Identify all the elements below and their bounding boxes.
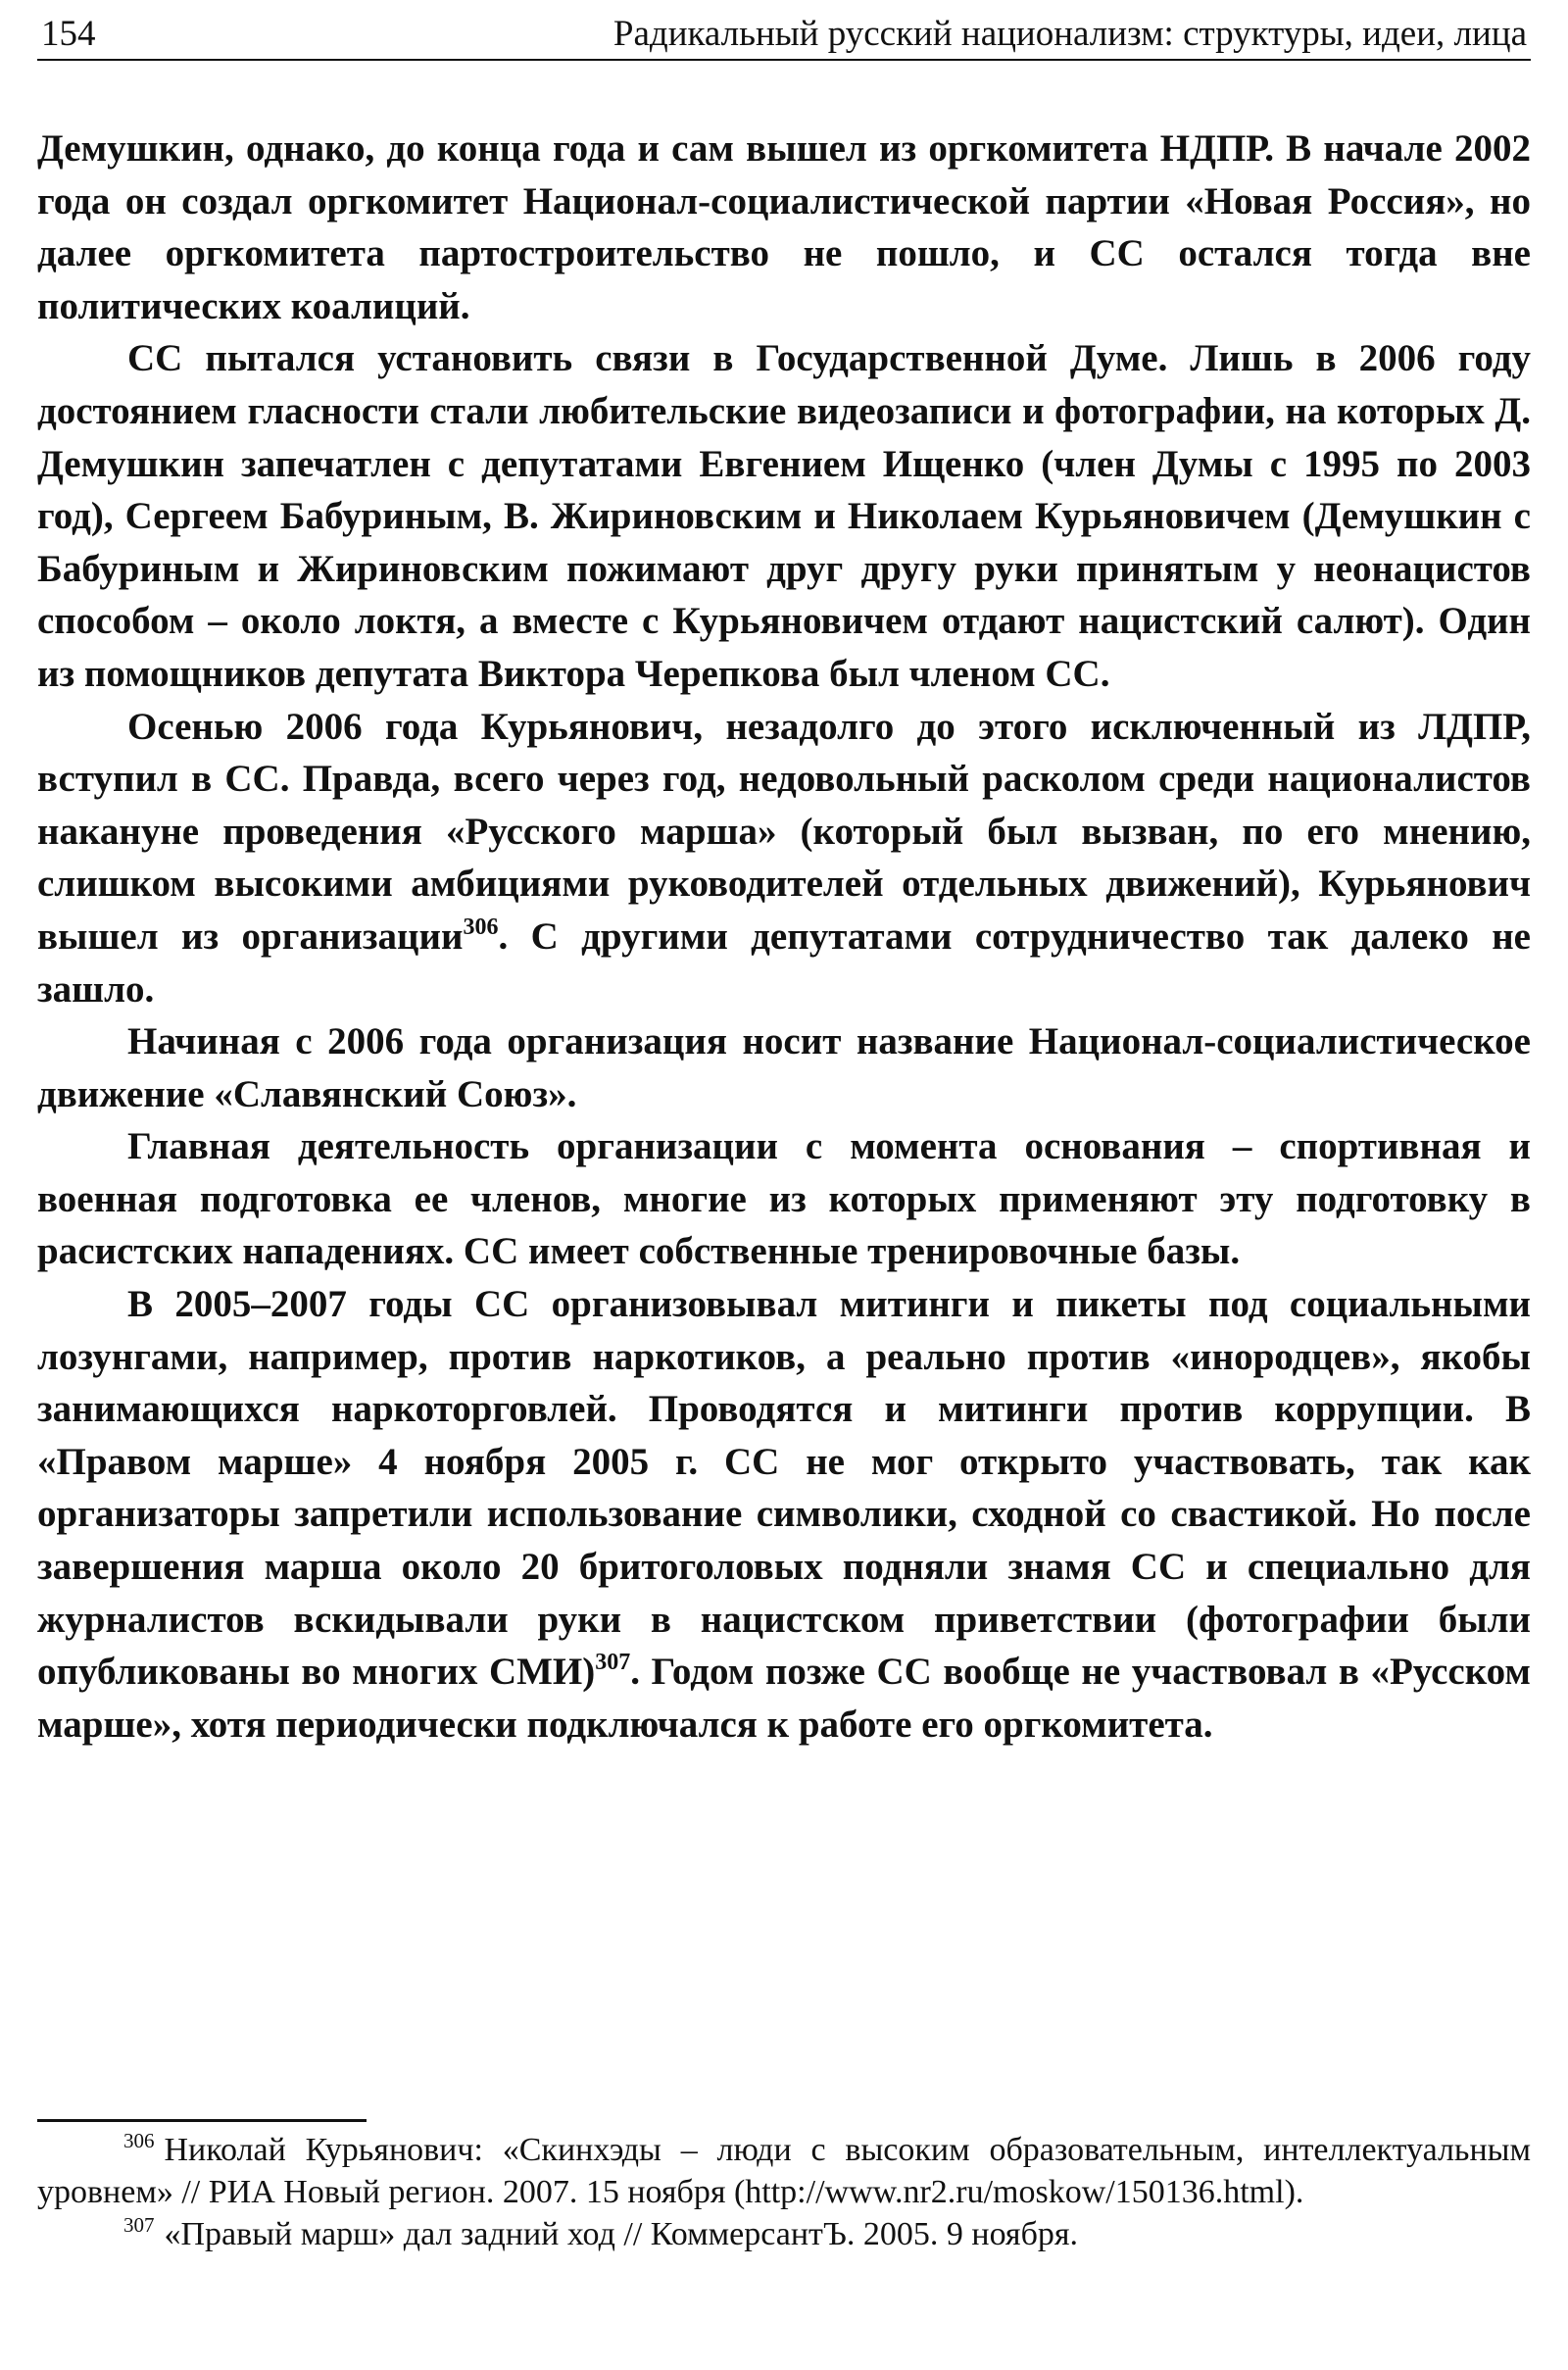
book-page: [37, 0, 1531, 2370]
page-number: 154: [41, 14, 96, 54]
footnote-text: «Правый марш» дал задний ход // КоммерсантЪ. 2005. 9 ноября.: [164, 2216, 1079, 2252]
footnote-text: Николай Курьянович: «Скинхэды – люди с высоким образовательным, интеллектуальным уровнем» // РИА Новый регион. 2007. 15 ноября (http://www.nr2.ru/moskow/150136.html).: [37, 2132, 1531, 2210]
running-head: [37, 10, 1531, 61]
footnote-307: [37, 2213, 1531, 2255]
paragraph-6-text-end: . Годом позже СС вообще не участвовал в «Русском марше», хотя периодически подключался к работе его оргкомитета.: [37, 1651, 1531, 1746]
footnotes: [37, 2129, 1531, 2255]
paragraph-3-text-end: . С другими депутатами сотрудничество так далеко не зашло.: [37, 914, 1531, 1011]
paragraph-2: СС пытался установить связи в Государственной Думе. Лишь в 2006 году достоянием гласности стали любительские видеозаписи и фотографии, на которых Д. Демушкин запечатлен с депутатами Евгением Ищенко (член Думы с 1995 по 2003 год), Сергеем Бабуриным, В. Жириновским и Николаем Курьяновичем (Демушкин с Бабуриным и Жириновским пожимают друг другу руки принятым у неонацистов способом – около локтя, а вместе с Курьяновичем отдают нацистский салют). Один из помощников депутата Виктора Черепкова был членом СС.: [37, 337, 1531, 695]
paragraph-6-text: В 2005–2007 годы СС организовывал митинги и пикеты под социальными лозунгами, например, против наркотиков, а реально против «инородцев», якобы занимающихся наркоторговлей. Проводятся и митинги против коррупции. В «Правом марше» 4 ноября 2005 г. СС не мог открыто участвовать, так как организаторы запретили использование символики, сходной со свастикой. Но после завершения марша около 20 бритоголовых подняли знамя СС и специально для журналистов вскидывали руки в нацистском приветствии (фотографии были опубликованы во многих СМИ): [37, 1283, 1531, 1694]
running-title: Радикальный русский национализм: структуры, идеи, лица: [612, 14, 1527, 54]
paragraph-4: Начиная с 2006 года организация носит название Национал-социалистическое движение «Славянский Союз».: [37, 1020, 1531, 1115]
paragraph-3-text: Осенью 2006 года Курьянович, незадолго до этого исключенный из ЛДПР, вступил в СС. Правда, всего через год, недовольный расколом среди националистов накануне проведения «Русского марша» (который был вызван, по его мнению, слишком высокими амбициями руководителей отдельных движений), Курьянович вышел из организации: [37, 705, 1531, 958]
footnote-divider: [37, 2119, 367, 2122]
footnote-306: [37, 2129, 1531, 2213]
paragraph-5: Главная деятельность организации с момента основания – спортивная и военная подготовка ее членов, многие из которых применяют эту подготовку в расистских нападениях. СС имеет собственные тренировочные базы.: [37, 1125, 1531, 1273]
footnote-ref-307[interactable]: 307: [595, 1650, 631, 1676]
paragraph-3: [37, 701, 1531, 1016]
body-text: [37, 123, 1531, 1751]
paragraph-1: Демушкин, однако, до конца года и сам вышел из оргкомитета НДПР. В начале 2002 года он создал оргкомитет Национал-социалистической партии «Новая Россия», но далее оргкомитета партостроительство не пошло, и СС остался тогда вне политических коалиций.: [37, 127, 1531, 327]
footnote-number: 306: [123, 2129, 155, 2152]
footnote-ref-306[interactable]: 306: [463, 913, 499, 940]
paragraph-6: [37, 1278, 1531, 1751]
footnote-number: 307: [123, 2213, 155, 2237]
